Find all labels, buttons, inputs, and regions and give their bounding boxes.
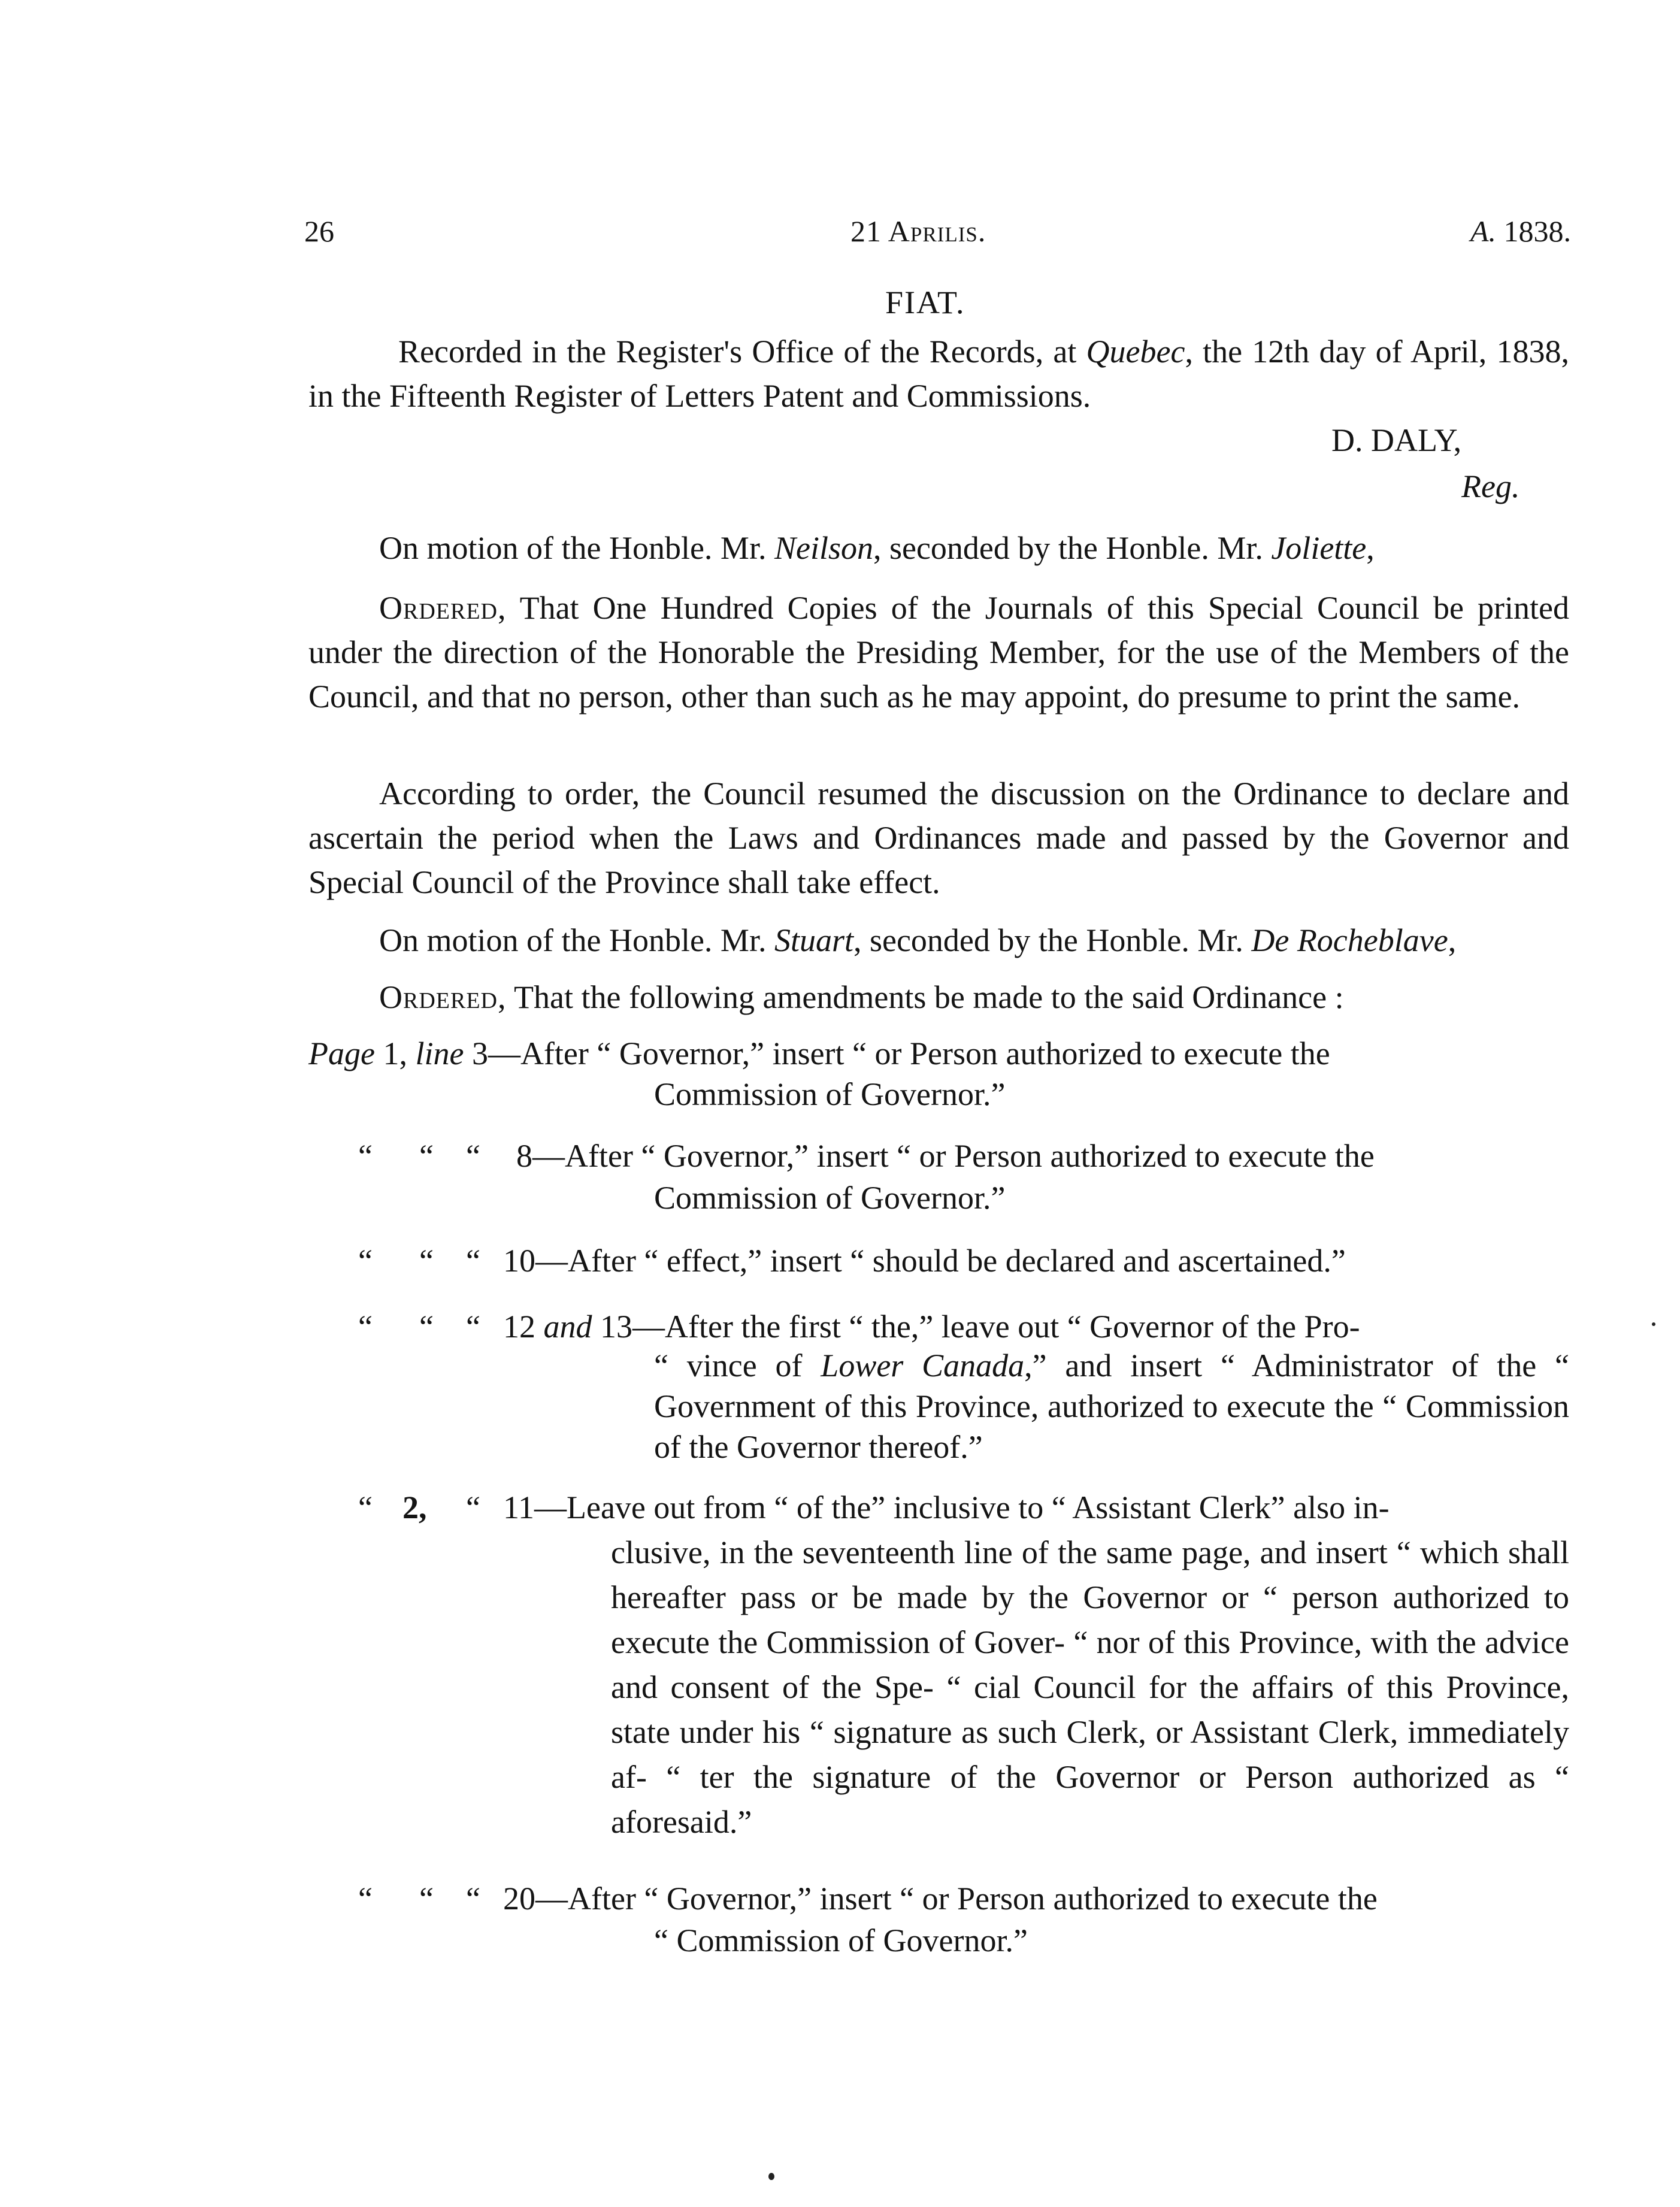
- page-2-label: 2,: [402, 1490, 427, 1525]
- ditto-mark: “: [466, 1138, 480, 1174]
- header-year: [1470, 213, 1571, 249]
- amendment-1-continuation: Commission of Governor.”: [654, 1076, 1006, 1112]
- record-place: Quebec: [1086, 334, 1185, 370]
- page-number: 26: [304, 214, 334, 248]
- ditto-mark: “: [419, 1881, 434, 1917]
- ditto-mark: “: [419, 1309, 434, 1345]
- registrar-title: Reg.: [1461, 468, 1520, 504]
- ditto-mark: “: [466, 1490, 480, 1525]
- fiat-record-paragraph: Recorded in the Register's Office of the Records, at Quebec, the 12th day of April, 1838, in the Fifteenth Register of Letters Patent and Commissions.: [308, 334, 1569, 414]
- fiat-heading: FIAT.: [885, 284, 965, 320]
- order-amendments: Ordered, That the following amendments be made to the said Ordinance :: [379, 979, 1344, 1015]
- discussion-paragraph: According to order, the Council resumed the discussion on the Ordinance to declare and ascertain the period when the Laws and Ordinances made and passed by the Governor and Special Council of the Province shall take effect.: [308, 776, 1569, 900]
- amendment-2-continuation: Commission of Governor.”: [654, 1180, 1006, 1216]
- scan-speck: [768, 2173, 774, 2180]
- amendment-4-continuation: “ vince of Lower Canada,” and insert “ Administrator of the “ Government of this Province, authorized to execute the “ Commission of the Governor thereof.”: [654, 1348, 1569, 1465]
- seconder-name: De Rocheblave: [1251, 922, 1448, 958]
- scan-speck: [1652, 1322, 1655, 1326]
- year-number: 1838.: [1503, 214, 1572, 248]
- ditto-mark: “: [358, 1243, 373, 1279]
- amendment-1-head: Page 1, line 3—After “ Governor,” insert “ or Person authorized to execute the: [308, 1036, 1330, 1071]
- ditto-mark: “: [358, 1138, 373, 1174]
- ditto-mark: “: [419, 1243, 434, 1279]
- ditto-mark: “: [466, 1309, 480, 1345]
- ditto-mark: “: [358, 1309, 373, 1345]
- amendment-6-continuation: “ Commission of Governor.”: [654, 1923, 1028, 1958]
- order-printing-journals: Ordered, That One Hundred Copies of the Journals of this Special Council be printed under the direction of the Honorable the Presiding Member, for the use of the Members of the Council, and that no person, other than such as he may appoint, do presume to print the same.: [308, 590, 1569, 715]
- seconder-name: Joliette: [1271, 530, 1367, 566]
- place-lower-canada: Lower Canada: [821, 1348, 1025, 1383]
- page-word: Page: [308, 1036, 375, 1071]
- ditto-mark: “: [466, 1243, 480, 1279]
- year-prefix: A.: [1470, 214, 1497, 248]
- amendment-4-head: 12 and 13—After the first “ the,” leave out “ Governor of the Pro-: [503, 1309, 1360, 1345]
- amendment-6-head: 20—After “ Governor,” insert “ or Person authorized to execute the: [503, 1881, 1378, 1917]
- ordered-label: Ordered,: [379, 979, 507, 1015]
- ditto-mark: “: [358, 1881, 373, 1917]
- ditto-mark: “: [419, 1138, 434, 1174]
- amendment-3: 10—After “ effect,” insert “ should be declared and ascertained.”: [503, 1243, 1346, 1279]
- ditto-mark: “: [466, 1881, 480, 1917]
- amendment-5-head: 11—Leave out from “ of the” inclusive to “ Assistant Clerk” also in-: [503, 1490, 1390, 1525]
- header-date: 21 Aprilis.: [850, 214, 986, 248]
- line-word: line: [415, 1036, 464, 1071]
- ditto-mark: “: [358, 1490, 373, 1525]
- motion-stuart: On motion of the Honble. Mr. Stuart, seconded by the Honble. Mr. De Rocheblave,: [379, 922, 1457, 958]
- ordered-label: Ordered,: [379, 590, 507, 626]
- and-word: and: [543, 1309, 592, 1345]
- motion-neilson: On motion of the Honble. Mr. Neilson, seconded by the Honble. Mr. Joliette,: [379, 530, 1375, 566]
- mover-name: Stuart: [774, 922, 853, 958]
- amendment-2-head: 8—After “ Governor,” insert “ or Person authorized to execute the: [516, 1138, 1375, 1174]
- registrar-signature: D. DALY,: [1331, 422, 1462, 458]
- mover-name: Neilson: [774, 530, 873, 566]
- amendment-5-continuation: clusive, in the seventeenth line of the same page, and insert “ which shall hereafter pass or be made by the Governor or “ person authorized to execute the Commission of Gover- “ nor of this Province, with the advice and consent of the Spe- “ cial Council for the affairs of this Province, state under his “ signature as such Clerk, or Assistant Clerk, immediately af- “ ter the signature of the Governor or Person authorized as “ aforesaid.”: [611, 1534, 1569, 1840]
